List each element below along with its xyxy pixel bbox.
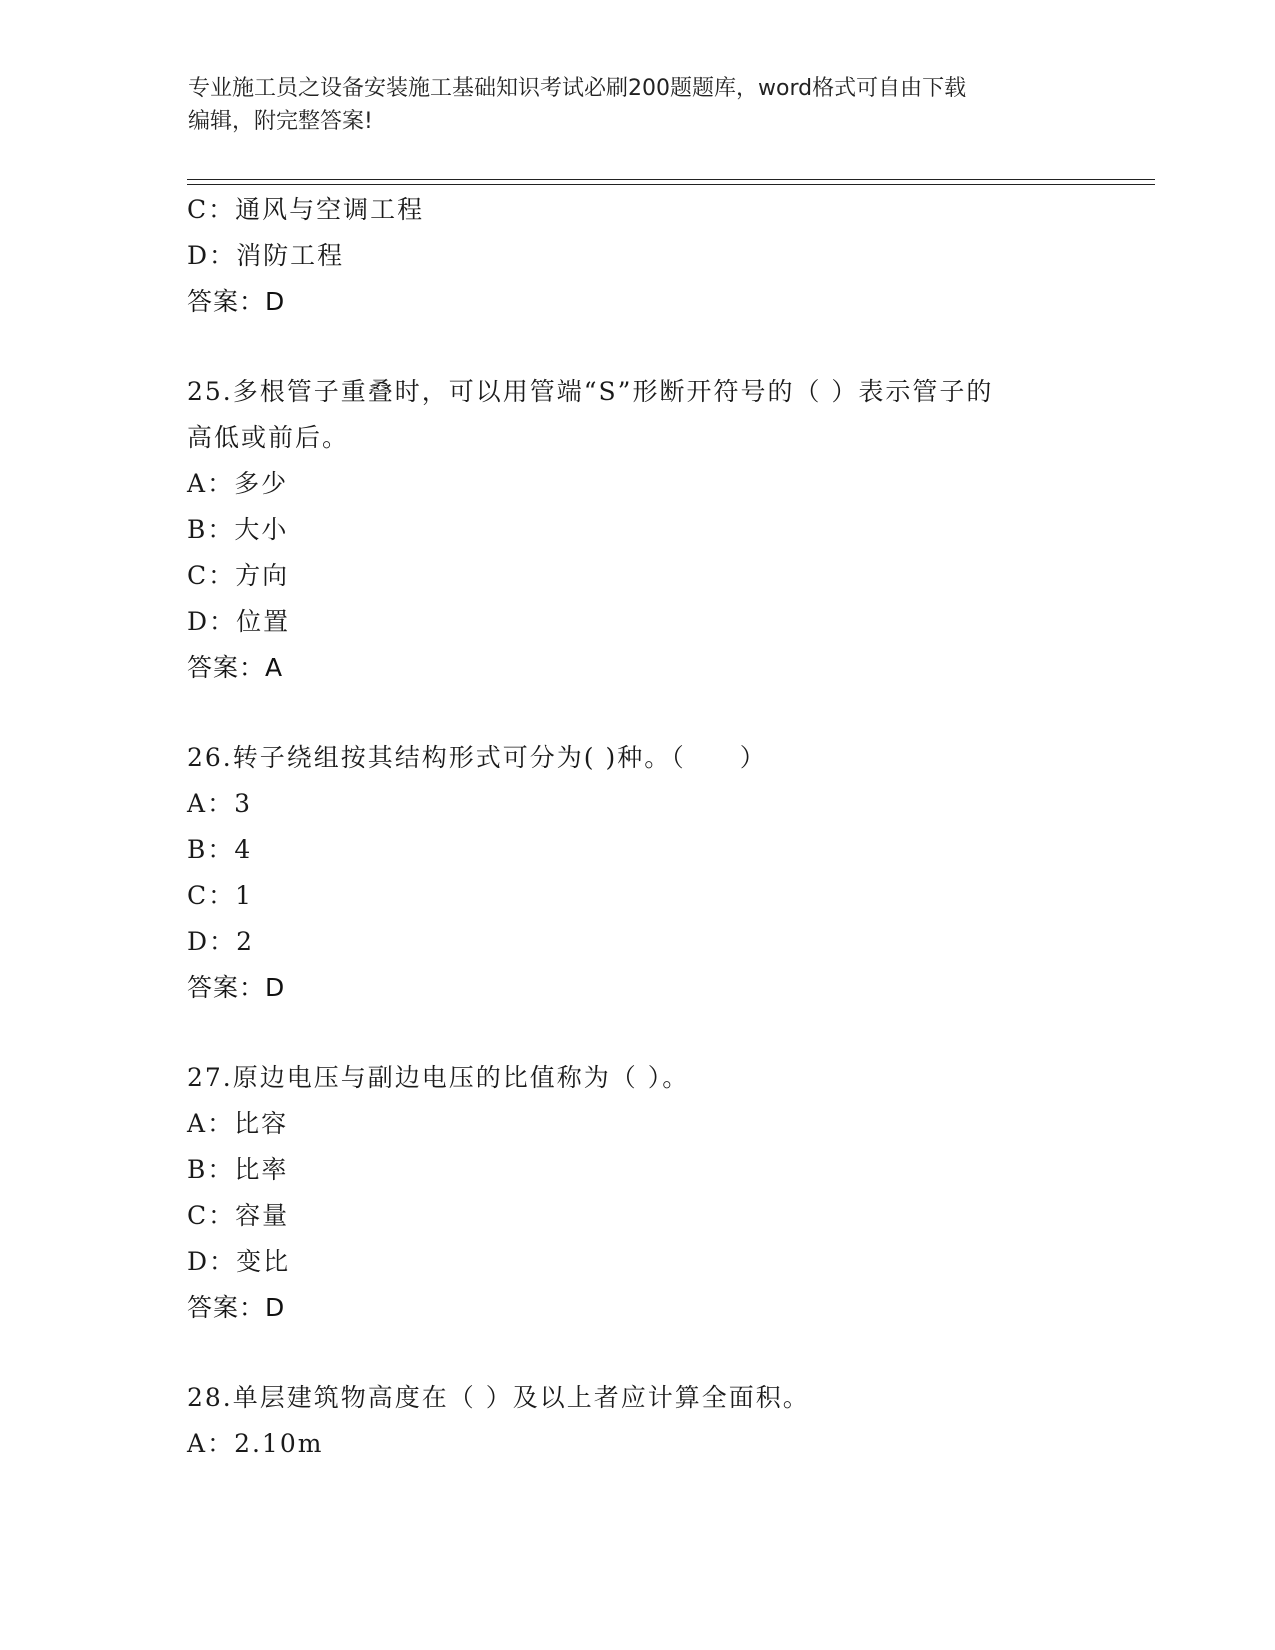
previous-question-tail [187,187,1147,325]
header-divider-bottom [187,184,1155,185]
answer-line: 答案：A [187,653,284,682]
option-d: D：变比 [187,1247,291,1276]
option-c: C：容量 [187,1201,290,1230]
answer-line: 答案：D [187,973,286,1002]
option-a: A：3 [187,789,252,818]
option-a: A：比容 [187,1109,289,1138]
option-c: C：1 [187,881,254,910]
question-26 [187,735,1147,1011]
header-line-2: 编辑，附完整答案! [188,109,373,134]
question-text: 26.转子绕组按其结构形式可分为( )种。（ ） [187,743,767,772]
question-text-continued: 高低或前后。 [187,423,350,452]
option-a: A：2.10m [187,1429,324,1458]
answer-line: 答案：D [187,1293,286,1322]
option-b: B：大小 [187,515,289,544]
question-25 [187,369,1147,691]
option-c: C：方向 [187,561,290,590]
question-content [187,187,1147,1467]
question-text: 27.原边电压与副边电压的比值称为（ ）。 [187,1063,690,1092]
question-28 [187,1375,1147,1467]
option-a: A：多少 [187,469,289,498]
header-line-1: 专业施工员之设备安装施工基础知识考试必刷200题题库，word格式可自由下载 [188,76,967,101]
option-d: D：消防工程 [187,241,345,270]
option-b: B：4 [187,835,253,864]
option-b: B：比率 [187,1155,289,1184]
question-27 [187,1055,1147,1331]
page-header [188,72,1088,138]
option-c: C：通风与空调工程 [187,195,425,224]
answer-line: 答案：D [187,287,286,316]
question-text: 28.单层建筑物高度在（ ）及以上者应计算全面积。 [187,1383,810,1412]
option-d: D：2 [187,927,254,956]
header-divider-top [187,179,1155,180]
option-d: D：位置 [187,607,291,636]
question-text: 25.多根管子重叠时，可以用管端“S”形断开符号的（ ）表示管子的 [187,377,994,406]
